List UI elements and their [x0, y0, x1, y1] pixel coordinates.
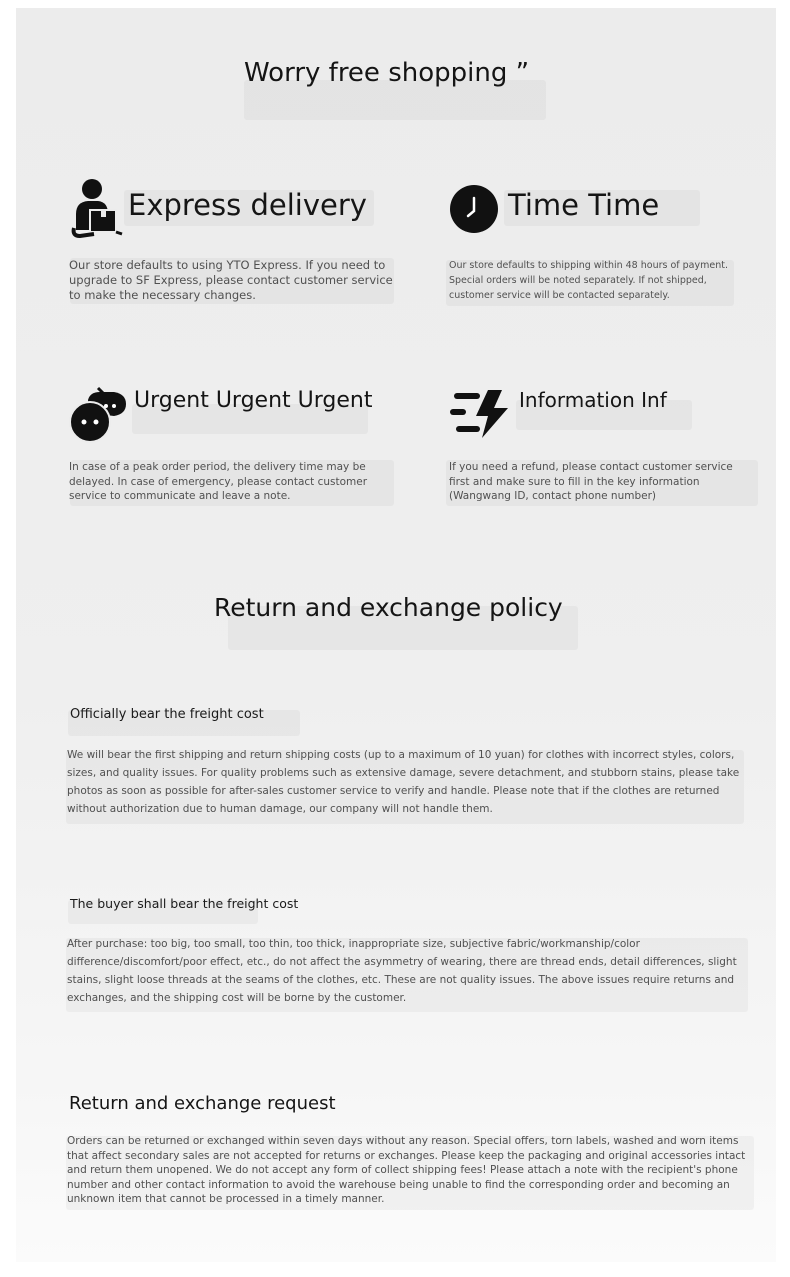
delivery-person-icon [68, 178, 124, 240]
feature-text: If you need a refund, please contact customer service first and make sure to fill in the key information (Wangwang ID, contact phone number) [449, 461, 733, 502]
chat-bubbles-icon [68, 386, 130, 444]
feature-text: Our store defaults to using YTO Express. If you need to upgrade to SF Express, please contact customer service to make the necessary changes. [69, 258, 393, 302]
feature-title: Urgent Urgent Urgent [134, 388, 373, 413]
policy-text: We will bear the first shipping and return shipping costs (up to a maximum of 10 yuan) for clothes with incorrect styles, colors, sizes, and quality issues. For quality problems such as extensive damage, severe detachment, and stubborn stains, please take photos as soon as possible for after-sales customer service to verify and handle. Please note that if the clothes are returned without authorization due to human damage, our company will not handle them. [67, 749, 740, 815]
policy-heading: Officially bear the freight cost [70, 707, 264, 722]
feature-text: Our store defaults to shipping within 48 hours of payment. Special orders will be noted separately. If not shipped, customer service will be contacted separately. [449, 260, 728, 301]
policy-text: After purchase: too big, too small, too thin, too thick, inappropriate size, subjective fabric/workmanship/color difference/discomfort/poor effect, etc., do not affect the asymmetry of wearing, there are thread ends, detail differences, slight stains, slight loose threads at the seams of the clothes, etc. These are not quality issues. The above issues require returns and exchanges, and the shipping cost will be borne by the customer. [67, 938, 737, 1004]
content-card [16, 8, 776, 1262]
request-text: Orders can be returned or exchanged within seven days without any reason. Special offers, torn labels, washed and worn items that affect secondary sales are not accepted for returns or exchanges. Please keep the packaging and original accessories intact and return them unopened. We do not accept any form of collect shipping fees! Please attach a note with the recipient's phone number and other contact information to avoid the warehouse being unable to find the corresponding order and becoming an unknown item that cannot be processed in a timely manner. [67, 1135, 746, 1205]
clock-icon [449, 184, 499, 234]
feature-title: Express delivery [128, 188, 367, 222]
section-title: Return and exchange policy [214, 593, 563, 622]
policy-heading: The buyer shall bear the freight cost [70, 896, 299, 911]
feature-title: Time Time [508, 188, 660, 222]
lightning-icon [450, 388, 512, 440]
request-title: Return and exchange request [69, 1093, 336, 1114]
page-title: Worry free shopping ” [244, 58, 530, 88]
feature-title: Information Inf [519, 388, 667, 412]
feature-text: In case of a peak order period, the delivery time may be delayed. In case of emergency, please contact customer service to communicate and leave a note. [69, 461, 368, 502]
